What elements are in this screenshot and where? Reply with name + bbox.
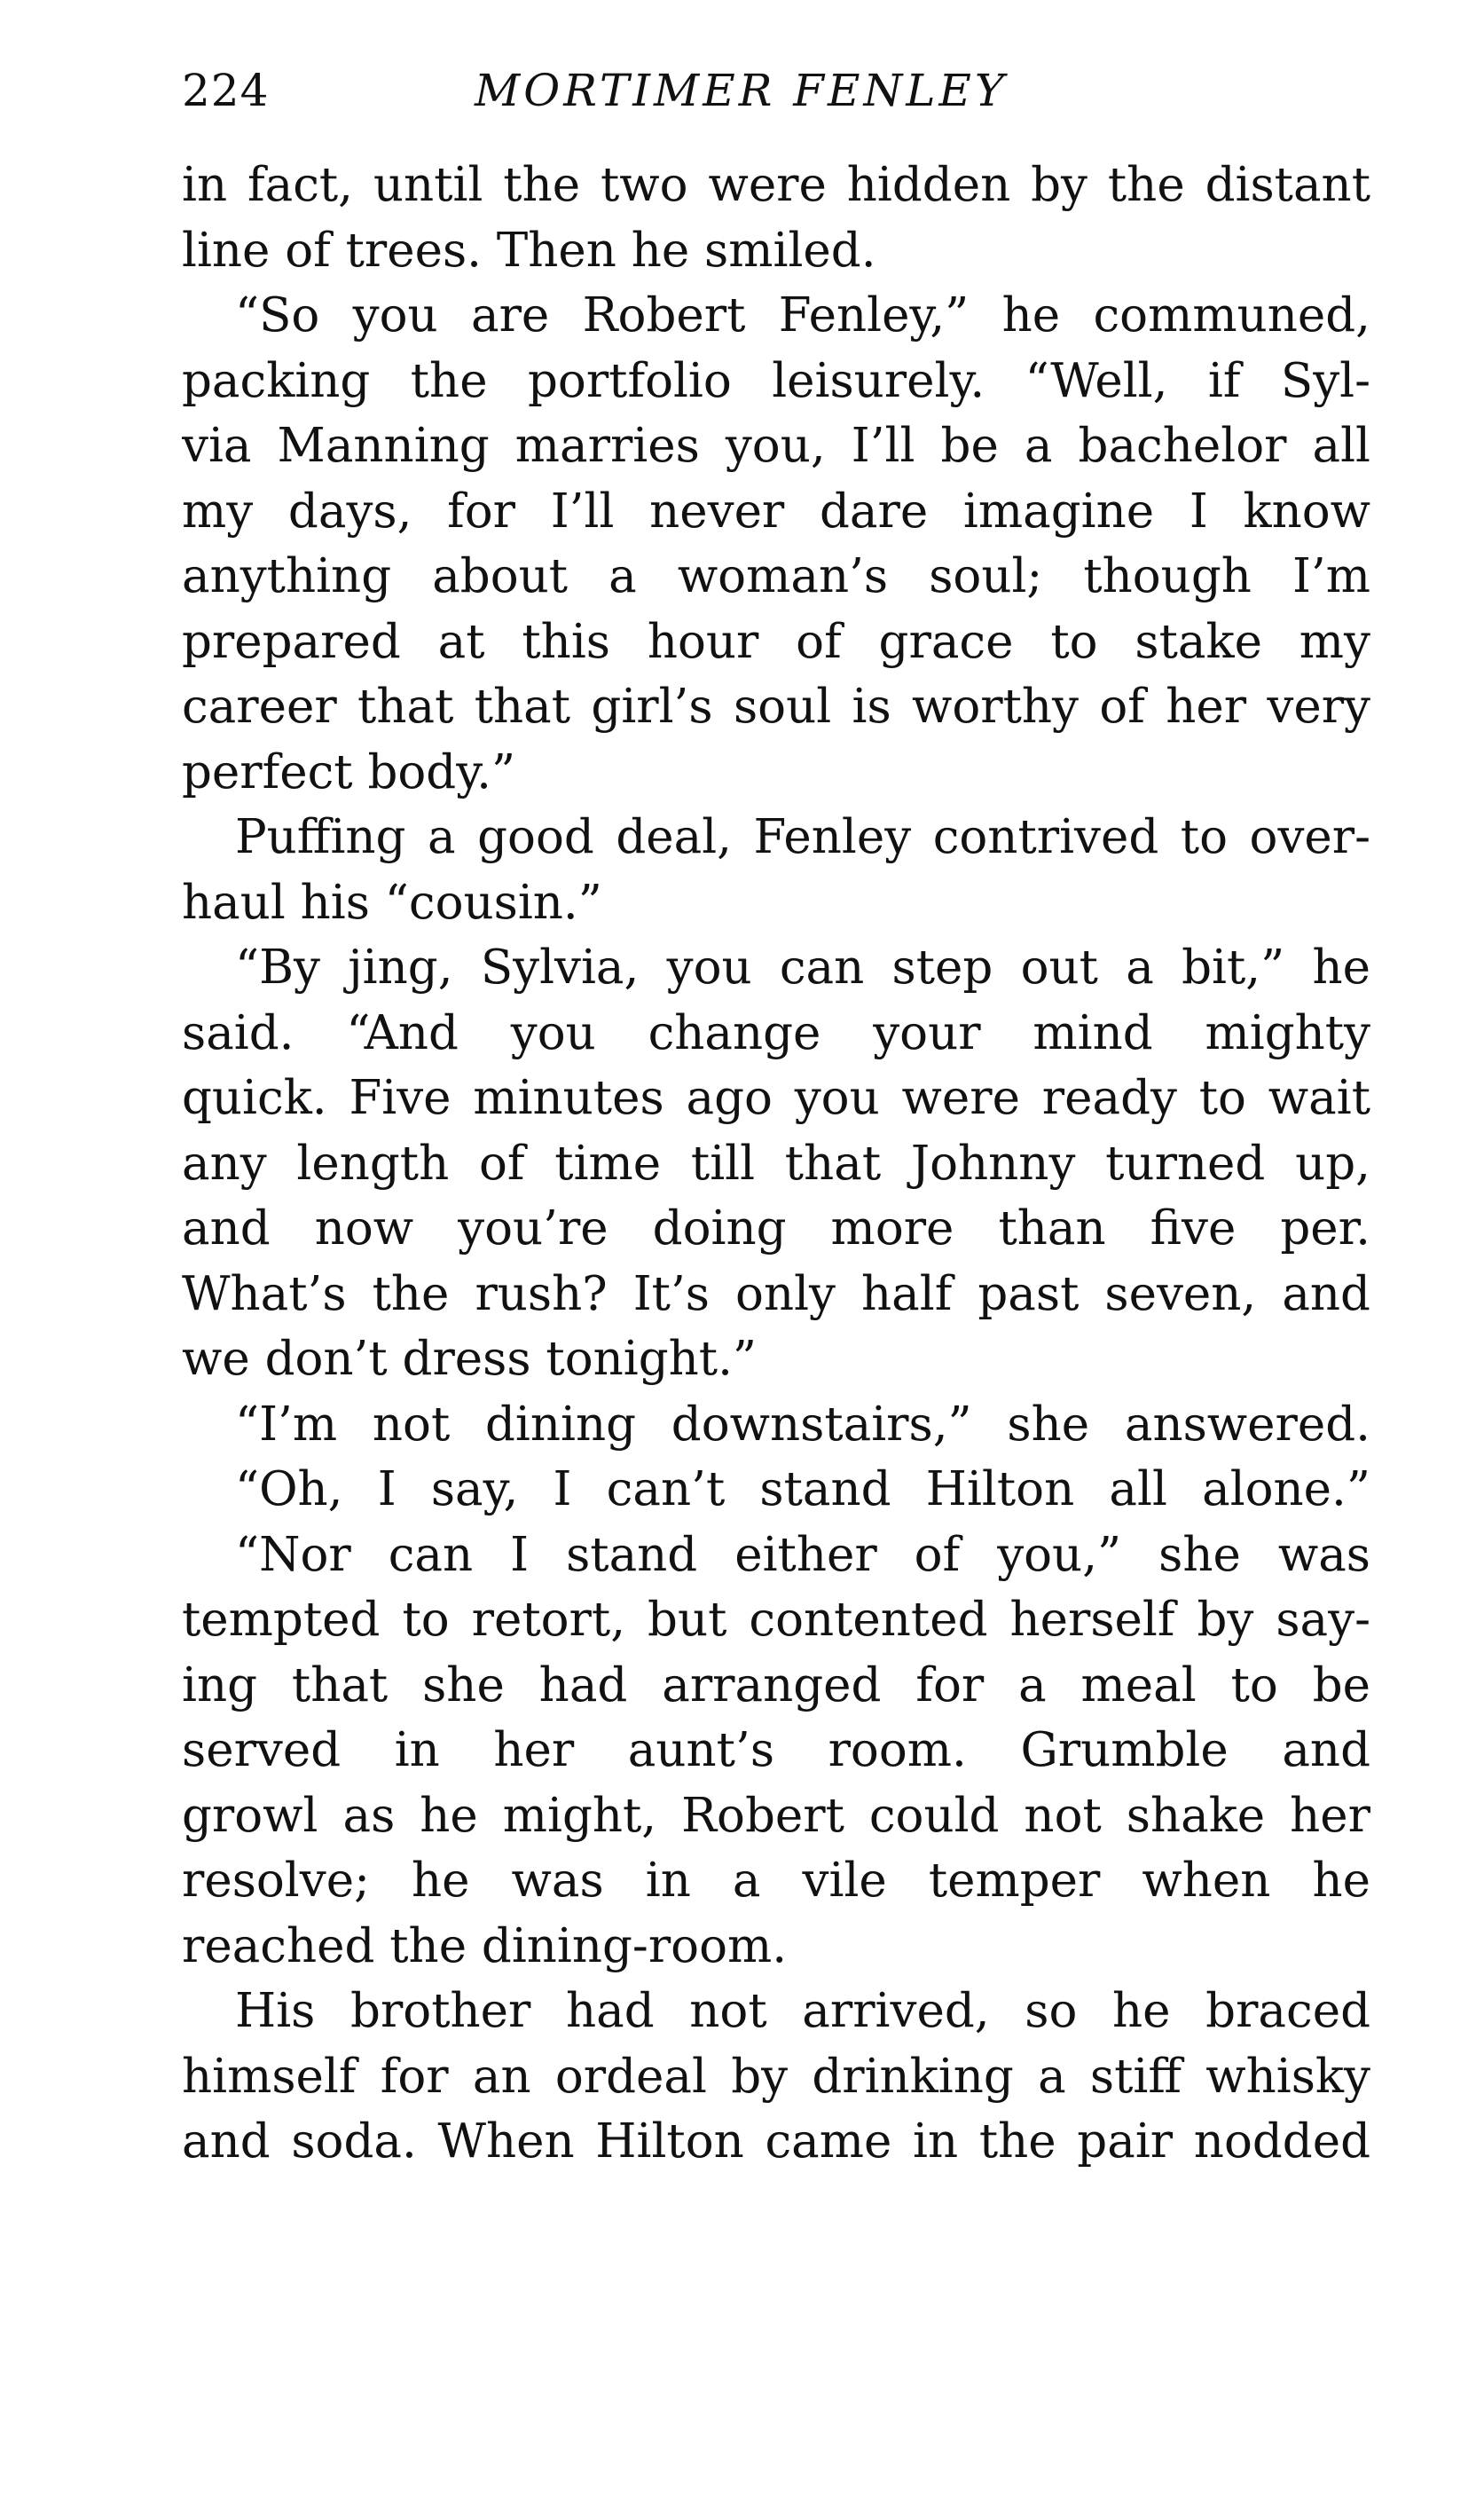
text-line: quick. Five minutes ago you were ready to wait	[182, 1071, 1370, 1125]
text-line: prepared at this hour of grace to stake my	[182, 614, 1370, 669]
text-line: packing the portfolio leisurely. “Well, if Syl-	[182, 353, 1370, 408]
text-line: “Nor can I stand either of you,” she was	[235, 1527, 1370, 1582]
text-line: “Oh, I say, I can’t stand Hilton all alone.”	[235, 1462, 1370, 1516]
text-line: “I’m not dining downstairs,” she answered.	[235, 1397, 1370, 1452]
text-line: we don’t dress tonight.”	[182, 1332, 758, 1386]
text-line: perfect body.”	[182, 744, 516, 799]
text-line: “So you are Robert Fenley,” he communed,	[235, 288, 1370, 342]
text-line: growl as he might, Robert could not shake her	[182, 1788, 1370, 1843]
running-head	[182, 55, 1370, 126]
running-title: MORTIMER FENLEY	[475, 65, 1008, 116]
text-line: ing that she had arranged for a meal to be	[182, 1657, 1370, 1712]
page-number: 224	[182, 65, 270, 116]
text-line: line of trees. Then he smiled.	[182, 223, 876, 278]
text-line: What’s the rush? It’s only half past seven, and	[182, 1266, 1370, 1321]
text-line: said. “And you change your mind mighty	[182, 1005, 1370, 1060]
text-line: tempted to retort, but contented herself by say-	[182, 1593, 1370, 1647]
text-line: and now you’re doing more than five per.	[182, 1201, 1370, 1256]
text-line: His brother had not arrived, so he braced	[235, 1984, 1370, 2038]
text-line: resolve; he was in a vile temper when he	[182, 1854, 1370, 1908]
text-line: in fact, until the two were hidden by the distant	[182, 158, 1370, 212]
text-line: and soda. When Hilton came in the pair nodded	[182, 2114, 1370, 2169]
text-line: himself for an ordeal by drinking a stiff whisky	[182, 2049, 1370, 2104]
text-line: Puffing a good deal, Fenley contrived to over-	[235, 810, 1370, 864]
text-line: “By jing, Sylvia, you can step out a bit,” he	[235, 941, 1370, 995]
text-line: career that that girl’s soul is worthy of her very	[182, 680, 1370, 734]
text-line: haul his “cousin.”	[182, 875, 602, 930]
text-line: anything about a woman’s soul; though I’m	[182, 549, 1370, 603]
body-text	[182, 153, 1370, 2175]
text-line: any length of time till that Johnny turned up,	[182, 1136, 1370, 1191]
text-line: my days, for I’ll never dare imagine I know	[182, 484, 1370, 539]
text-line: served in her aunt’s room. Grumble and	[182, 1723, 1370, 1777]
text-line: reached the dining-room.	[182, 1918, 788, 1973]
text-line: via Manning marries you, I’ll be a bachelor all	[182, 419, 1370, 473]
